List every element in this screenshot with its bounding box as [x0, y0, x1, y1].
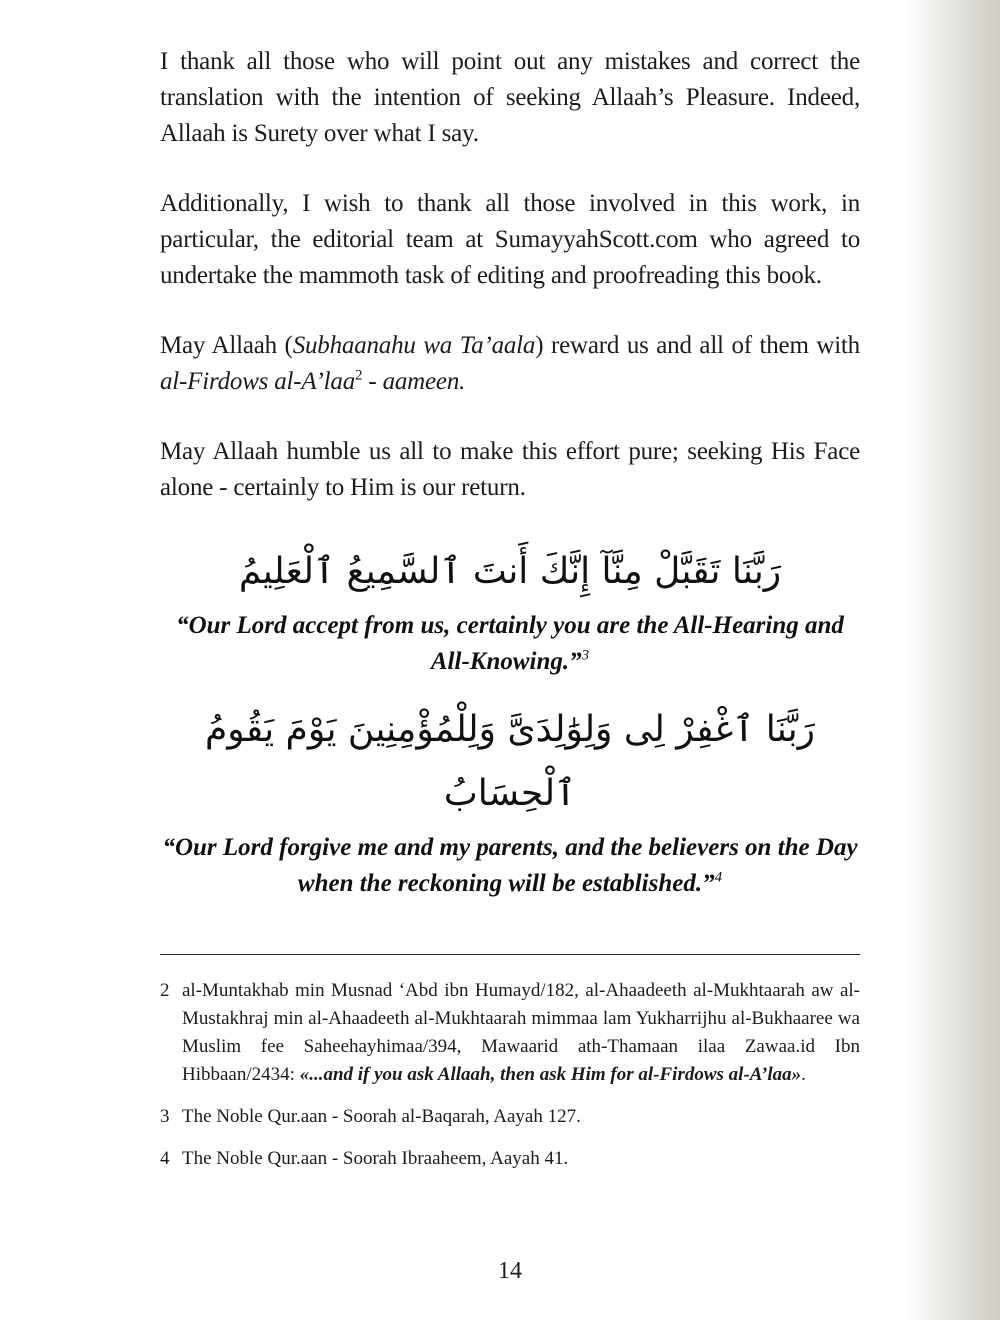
footnote-number: 2 [160, 980, 170, 1001]
page-number: 14 [498, 1258, 522, 1284]
reward-text-c: ) reward us and all of them with [535, 332, 860, 359]
footnote-2-quote: «...and if you ask Allaah, then ask Him for al-Firdows al-A’laa» [299, 1064, 802, 1085]
paragraph-reward-dua [160, 328, 860, 400]
dua-accept-text: “Our Lord accept from us, certainly you are the All-Hearing and All-Knowing.” [176, 612, 844, 675]
footnote-3 [160, 1103, 860, 1131]
footnote-number: 3 [160, 1106, 170, 1127]
paragraph-thanks-corrections: I thank all those who will point out any mistakes and correct the translation with the intention of seeking Allaah’s Pleasure. Indeed, Allaah is Surety over what I say. [160, 48, 860, 147]
footnote-2-source: al-Muntakhab min Musnad ‘Abd ibn Humayd/182, al-Ahaadeeth al-Mukhtaarah aw al-Mustakhraj min al-Ahaadeeth al-Mukhtaarah mimmaa lam Yukharrijhu al-Bukhaaree wa Muslim fee Saheehayhimaa/394, Mawaarid ath-Thamaan ilaa Zawaa.id Ibn Hibbaan/2434: [182, 980, 860, 1085]
footnote-number: 4 [160, 1148, 170, 1169]
footnote-text [182, 977, 860, 1089]
reward-text-a: May Allaah ( [160, 332, 293, 359]
footnote-2-end: . [801, 1064, 806, 1085]
english-dua-forgive [160, 830, 860, 902]
paragraph-thanks-editorial: Additionally, I wish to thank all those involved in this work, in particular, the editorial team at SumayyahScott.com who agreed to undertake the mammoth task of editing and proofreading this book. [160, 190, 860, 289]
paragraph-humble-dua: May Allaah humble us all to make this effort pure; seeking His Face alone - certainly to Him is our return. [160, 438, 860, 501]
subhaanahu-phrase: Subhaanahu wa Ta’aala [292, 332, 536, 359]
footnote-ref-2: 2 [355, 367, 363, 384]
footnote-text: The Noble Qur.aan - Soorah al-Baqarah, Aayah 127. [182, 1106, 581, 1127]
footnote-2 [160, 977, 860, 1089]
page-body [160, 44, 860, 1187]
english-dua-accept [160, 608, 860, 680]
firdows-phrase: al-Firdows al-A’laa [160, 368, 356, 395]
page-edge-shadow [905, 0, 1000, 1320]
footnote-4 [160, 1145, 860, 1173]
footnote-text: The Noble Qur.aan - Soorah Ibraaheem, Aayah 41. [182, 1148, 569, 1169]
footnote-ref-4: 4 [714, 869, 723, 886]
aameen-text: - aameen. [362, 368, 466, 395]
arabic-dua-accept: رَبَّنَا تَقَبَّلْ مِنَّآ إِنَّكَ أَنتَ ٱلسَّمِيعُ ٱلْعَلِيمُ [238, 551, 782, 592]
footnote-ref-3: 3 [581, 647, 590, 664]
footnote-divider [160, 954, 860, 955]
arabic-dua-forgive: رَبَّنَا ٱغْفِرْ لِى وَلِوَٰلِدَىَّ وَلِلْمُؤْمِنِينَ يَوْمَ يَقُومُ ٱلْحِسَابُ [205, 709, 815, 814]
dua-forgive-text: “Our Lord forgive me and my parents, and the believers on the Day when the reckoning will be established.” [162, 834, 858, 897]
